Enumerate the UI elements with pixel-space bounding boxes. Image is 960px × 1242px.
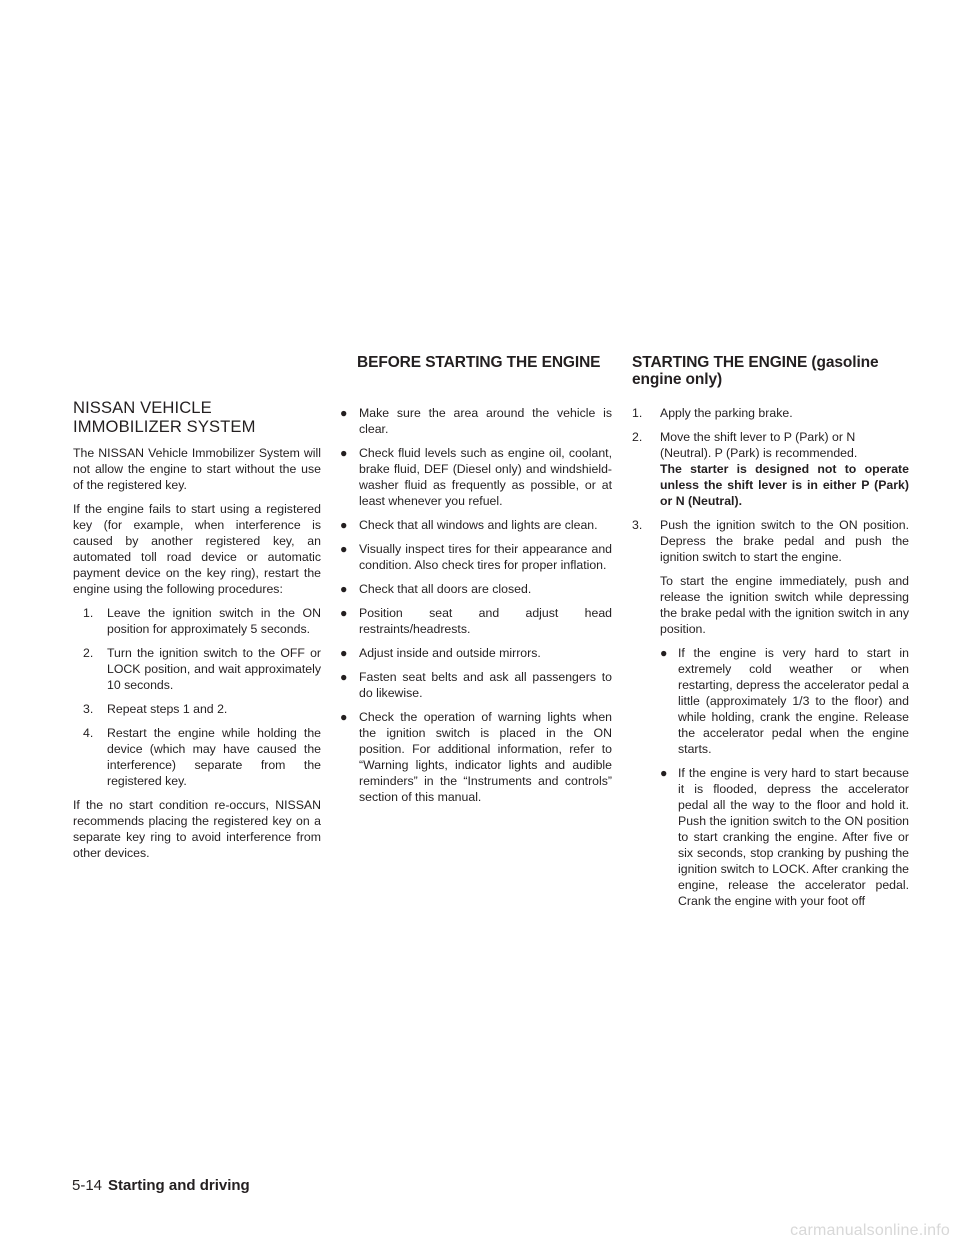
checklist-text: Fasten seat belts and ask all passengers to do likewise. xyxy=(359,670,612,700)
bullet-icon: ● xyxy=(340,446,348,460)
immobilizer-paragraph-1: The NISSAN Vehicle Immobilizer System will not allow the engine to start without the use of the registered key. xyxy=(73,446,321,492)
watermark: carmanualsonline.info xyxy=(790,1222,950,1239)
list-item xyxy=(632,405,909,421)
list-item xyxy=(340,581,612,597)
checklist-text: Check fluid levels such as engine oil, coolant, brake fluid, DEF (Diesel only) and windshield-washer fluid as frequently as possible, or at least whenever you refuel. xyxy=(359,446,612,508)
step-number: 1. xyxy=(83,606,94,620)
step-text: Leave the ignition switch in the ON position for approximately 5 seconds. xyxy=(107,606,321,636)
section-heading-before-starting: BEFORE STARTING THE ENGINE xyxy=(357,354,601,371)
column-immobilizer xyxy=(73,398,321,869)
page-number: 5-14 xyxy=(72,1177,103,1194)
before-starting-checklist xyxy=(340,405,612,805)
step-text: Move the shift lever to P (Park) or N (Neutral). P (Park) is recommended. xyxy=(660,430,858,460)
list-item xyxy=(340,605,612,637)
list-item xyxy=(660,645,909,757)
step-number: 2. xyxy=(83,646,94,660)
checklist-text: Make sure the area around the vehicle is clear. xyxy=(359,406,612,436)
list-item xyxy=(632,517,909,909)
bullet-icon: ● xyxy=(340,582,348,596)
step-number: 3. xyxy=(632,518,643,532)
column-before-starting xyxy=(340,405,612,813)
list-item xyxy=(340,669,612,701)
list-item xyxy=(340,405,612,437)
list-item xyxy=(340,445,612,509)
checklist-text: Check that all doors are closed. xyxy=(359,582,532,596)
step-text: Turn the ignition switch to the OFF or LOCK position, and wait approximately 10 seconds. xyxy=(107,646,321,692)
list-item xyxy=(73,725,321,789)
bullet-icon: ● xyxy=(340,606,348,620)
list-item xyxy=(632,429,909,509)
immobilizer-paragraph-3: If the no start condition re-occurs, NISSAN recommends placing the registered key on a separate key ring to avoid interference from other devices. xyxy=(73,798,321,860)
bullet-icon: ● xyxy=(660,646,668,660)
step-number: 3. xyxy=(83,702,94,716)
checklist-text: Visually inspect tires for their appearance and condition. Also check tires for proper inflation. xyxy=(359,542,612,572)
step-subparagraph: To start the engine immediately, push and release the ignition switch while depressing the brake pedal with the ignition switch in any position. xyxy=(660,574,909,636)
column-starting-engine xyxy=(632,405,909,917)
checklist-text: Position seat and adjust head restraints/headrests. xyxy=(359,606,612,636)
immobilizer-heading: NISSAN VEHICLE IMMOBILIZER SYSTEM xyxy=(73,398,256,436)
page-footer xyxy=(72,1177,250,1195)
list-item xyxy=(340,541,612,573)
bullet-icon: ● xyxy=(660,766,668,780)
bullet-icon: ● xyxy=(340,646,348,660)
list-item xyxy=(73,605,321,637)
bullet-icon: ● xyxy=(340,710,348,724)
checklist-text: Check the operation of warning lights when the ignition switch is placed in the ON position. For additional information, refer to “Warning lights, indicator lights and audible reminders” in the “Instruments and controls” section of this manual. xyxy=(359,710,612,804)
checklist-text: Check that all windows and lights are clean. xyxy=(359,518,598,532)
step-text: Repeat steps 1 and 2. xyxy=(107,702,228,716)
starting-tips xyxy=(660,645,909,909)
bullet-icon: ● xyxy=(340,670,348,684)
step-text: Push the ignition switch to the ON position. Depress the brake pedal and push the ignition switch to start the engine. xyxy=(660,518,909,564)
starting-steps xyxy=(632,405,909,909)
immobilizer-paragraph-2: If the engine fails to start using a registered key (for example, when interference is caused by another registered key, an automated toll road device or automatic payment device on the key ring), restart the engine using the following procedures: xyxy=(73,502,321,596)
section-heading-starting-engine: STARTING THE ENGINE (gasoline engine only) xyxy=(632,354,879,388)
step-number: 4. xyxy=(83,726,94,740)
immobilizer-steps xyxy=(73,605,321,789)
tip-text: If the engine is very hard to start in extremely cold weather or when restarting, depress the accelerator pedal a little (approximately 1/3 to the floor) and while holding, crank the engine. Release the accelerator pedal when the engine starts. xyxy=(678,646,909,756)
bullet-icon: ● xyxy=(340,518,348,532)
list-item xyxy=(73,645,321,693)
step-warning-bold: The starter is designed not to operate unless the shift lever is in either P (Park) or N (Neutral). xyxy=(660,462,909,508)
checklist-text: Adjust inside and outside mirrors. xyxy=(359,646,541,660)
list-item xyxy=(340,645,612,661)
tip-text: If the engine is very hard to start because it is flooded, depress the accelerator pedal all the way to the floor and hold it. Push the ignition switch to the ON position to start cranking the engine. After five or six seconds, stop cranking by pushing the ignition switch to LOCK. After cranking the engine, release the accelerator pedal. Crank the engine with your foot off xyxy=(678,766,909,908)
list-item xyxy=(660,765,909,909)
step-number: 1. xyxy=(632,406,643,420)
bullet-icon: ● xyxy=(340,542,348,556)
chapter-title: Starting and driving xyxy=(108,1177,250,1194)
list-item xyxy=(340,709,612,805)
list-item xyxy=(340,517,612,533)
bullet-icon: ● xyxy=(340,406,348,420)
list-item xyxy=(73,701,321,717)
step-text: Apply the parking brake. xyxy=(660,406,793,420)
step-number: 2. xyxy=(632,430,643,444)
step-text: Restart the engine while holding the device (which may have caused the interference) separate from the registered key. xyxy=(107,726,321,788)
